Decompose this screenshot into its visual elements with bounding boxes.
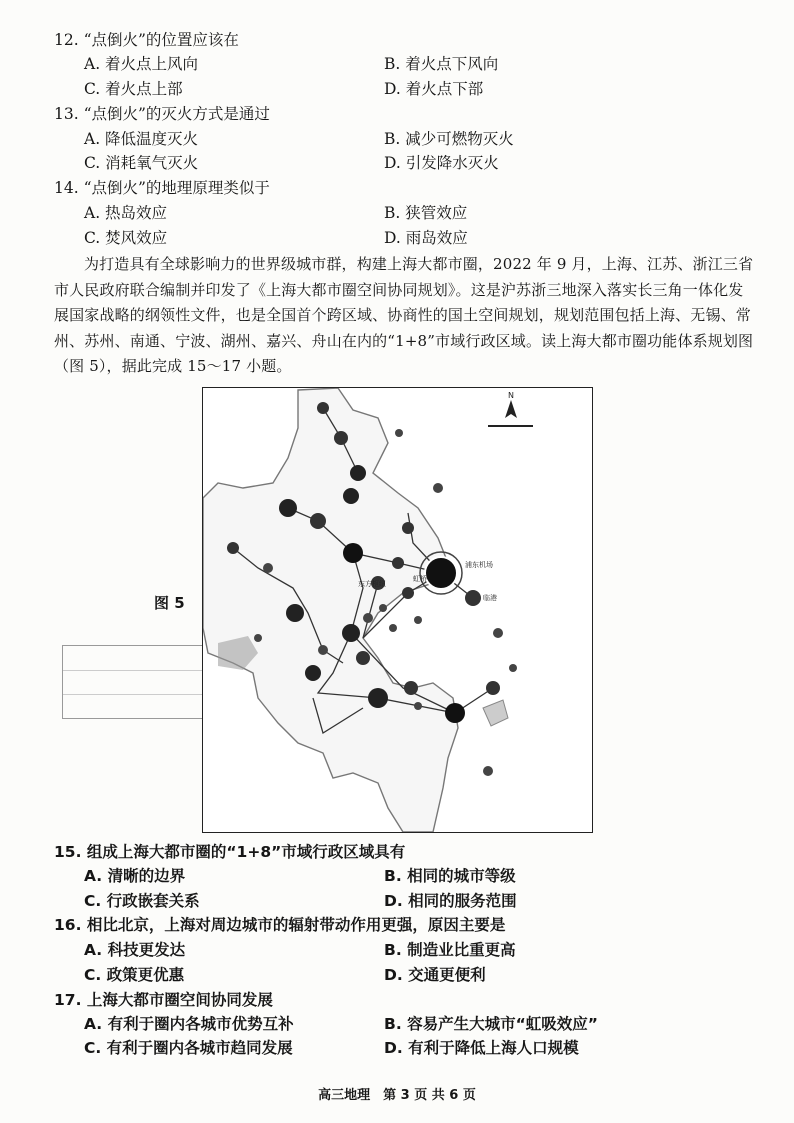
map-svg	[203, 388, 592, 832]
node-icon	[356, 651, 370, 665]
node-icon	[305, 665, 321, 681]
q16-option-c: C. 政策更优惠	[84, 966, 185, 984]
q13-option-d: D. 引发降水灭火	[384, 154, 499, 172]
node-icon	[286, 604, 304, 622]
node-icon	[402, 522, 414, 534]
q12-option-b: B. 着火点下风向	[384, 55, 499, 73]
question-12-stem: 12. “点倒火”的位置应该在	[54, 31, 239, 49]
node-icon	[414, 702, 422, 710]
node-icon	[414, 616, 422, 624]
north-arrow	[488, 391, 533, 427]
node-icon	[483, 766, 493, 776]
node-icon	[445, 703, 465, 723]
land-outline	[203, 388, 458, 832]
q13-option-c: C. 消耗氧气灭火	[84, 154, 199, 172]
node-icon	[254, 634, 262, 642]
figure-label: 图 5	[154, 594, 185, 612]
metropolitan-area-map	[202, 387, 593, 833]
map-label-pudong-airport: 浦东机场	[465, 561, 493, 569]
q17-option-c: C. 有利于圈内各城市趋同发展	[84, 1039, 293, 1057]
node-icon	[310, 513, 326, 529]
q16-option-a: A. 科技更发达	[84, 941, 186, 959]
node-icon	[363, 613, 373, 623]
node-icon	[350, 465, 366, 481]
q13-option-a: A. 降低温度灭火	[84, 130, 199, 148]
node-icon	[389, 624, 397, 632]
map-label-dongfang-hub: 东方枢纽	[358, 580, 386, 588]
question-14-stem: 14. “点倒火”的地理原理类似于	[54, 179, 270, 197]
node-icon	[263, 563, 273, 573]
node-icon	[227, 542, 239, 554]
question-16-stem: 16. 相比北京，上海对周边城市的辐射带动作用更强，原因主要是	[54, 916, 506, 934]
node-icon	[404, 681, 418, 695]
question-13-stem: 13. “点倒火”的灭火方式是通过	[54, 105, 270, 123]
q17-option-b: B. 容易产生大城市“虹吸效应”	[384, 1015, 598, 1033]
q15-option-b: B. 相同的城市等级	[384, 867, 516, 885]
q17-option-d: D. 有利于降低上海人口规模	[384, 1039, 579, 1057]
passage-text: 为打造具有全球影响力的世界级城市群，构建上海大都市圈，2022 年 9 月，上海、江苏、浙江三省市人民政府联合编制并印发了《上海大都市圈空间协同规划》。这是沪苏浙三地深入落实长三角一体化发展国家战略的纲领性文件，也是全国首个跨区域、协商性的国土空间规划，规划范围包括上海、无锡、常州、苏州、南通、宁波、湖州、嘉兴、舟山在内的“1+8”市域行政区域。读上海大都市圈功能体系规划图（图 5），据此完成 15～17 小题。	[54, 255, 754, 375]
question-17-stem: 17. 上海大都市圈空间协同发展	[54, 991, 273, 1009]
q14-option-d: D. 雨岛效应	[384, 229, 468, 247]
node-icon	[395, 429, 403, 437]
q12-option-a: A. 着火点上风向	[84, 55, 199, 73]
q15-option-d: D. 相同的服务范围	[384, 892, 517, 910]
node-icon	[343, 543, 363, 563]
figure-extension-box	[62, 645, 203, 719]
node-icon	[318, 645, 328, 655]
q14-option-c: C. 焚风效应	[84, 229, 168, 247]
node-icon	[368, 688, 388, 708]
q15-option-c: C. 行政嵌套关系	[84, 892, 200, 910]
node-icon	[402, 587, 414, 599]
node-icon	[343, 488, 359, 504]
q17-option-a: A. 有利于圈内各城市优势互补	[84, 1015, 294, 1033]
map-label-hongqiao: 虹桥	[413, 575, 427, 583]
q14-option-b: B. 狭管效应	[384, 204, 468, 222]
node-icon	[493, 628, 503, 638]
node-icon	[334, 431, 348, 445]
q16-option-d: D. 交通更便利	[384, 966, 486, 984]
north-label: N	[508, 391, 514, 400]
map-label-lingang: 临港	[483, 594, 497, 602]
q12-option-d: D. 着火点下部	[384, 80, 484, 98]
node-icon	[379, 604, 387, 612]
question-15-stem: 15. 组成上海大都市圈的“1+8”市域行政区域具有	[54, 843, 406, 861]
node-icon	[342, 624, 360, 642]
q13-option-b: B. 减少可燃物灭火	[384, 130, 514, 148]
node-icon	[392, 557, 404, 569]
page-footer: 高三地理 第 3 页 共 6 页	[318, 1088, 476, 1103]
q14-option-a: A. 热岛效应	[84, 204, 168, 222]
node-icon	[433, 483, 443, 493]
node-icon	[425, 557, 457, 589]
node-icon	[317, 402, 329, 414]
q15-option-a: A. 清晰的边界	[84, 867, 186, 885]
node-icon	[465, 590, 481, 606]
q12-option-c: C. 着火点上部	[84, 80, 183, 98]
island-shading	[483, 700, 508, 726]
node-icon	[279, 499, 297, 517]
node-icon	[486, 681, 500, 695]
node-icon	[509, 664, 517, 672]
q16-option-b: B. 制造业比重更高	[384, 941, 516, 959]
